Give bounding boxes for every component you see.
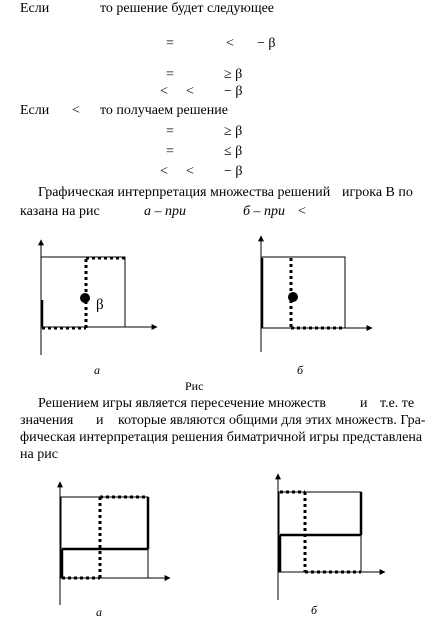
beta-label: β	[96, 297, 104, 313]
paragraph-1-line-1a: Графическая интерпретация множества решений	[38, 185, 331, 200]
paragraph-1-line-2b: а – при	[144, 204, 186, 219]
graph-a-bottom	[60, 482, 170, 605]
formula-4-ge: ≥ β	[224, 124, 243, 139]
formula-6-lt2: <	[186, 164, 194, 179]
paragraph-2-line-1c: т.е. те	[380, 396, 415, 411]
paragraph-2-line-1b: и	[360, 396, 368, 411]
formula-3-lt1: <	[160, 84, 168, 99]
paragraph-1-line-2a: казана на рис	[20, 204, 100, 219]
text-if-2-lt: <	[72, 103, 80, 118]
formula-3-lt2: <	[186, 84, 194, 99]
paragraph-1-line-2c: б – при	[243, 204, 286, 219]
formula-2-ge: ≥ β	[224, 67, 243, 82]
formula-5-le: ≤ β	[224, 144, 243, 159]
graph-b-top	[261, 236, 372, 352]
paragraph-1-line-2d: <	[298, 204, 306, 219]
text-if-2: Если	[20, 103, 50, 118]
equilibrium-point-a	[80, 293, 90, 303]
paragraph-2-line-2b: и	[96, 413, 104, 428]
formula-2-eq: =	[166, 67, 174, 82]
caption-a-2: а	[96, 605, 102, 619]
caption-a-1: а	[94, 363, 100, 377]
caption-b-2: б	[311, 603, 318, 617]
formula-1-rest: − β	[257, 36, 276, 51]
formula-4-eq: =	[166, 124, 174, 139]
text-get-solution: то получаем решение	[100, 103, 228, 118]
caption-b-1: б	[297, 363, 304, 377]
paragraph-2-line-2a: значения	[20, 413, 74, 428]
formula-5-eq: =	[166, 144, 174, 159]
paragraph-2-line-3: фическая интерпретация решения биматричной игры представлена	[20, 430, 423, 445]
figure-caption: Рис	[185, 379, 204, 393]
formula-6-lt1: <	[160, 164, 168, 179]
equilibrium-point-b	[288, 292, 298, 302]
formula-6-rest: − β	[224, 164, 243, 179]
paragraph-2-line-4: на рис	[20, 447, 58, 462]
text-if-1: Если	[20, 1, 50, 16]
formula-1-eq: =	[166, 36, 174, 51]
formula-1-lt: <	[226, 36, 234, 51]
paragraph-1-line-1b: игрока B по	[342, 185, 413, 200]
text-solution-follows: то решение будет следующее	[100, 1, 275, 16]
paragraph-2-line-1a: Решением игры является пересечение множеств	[38, 396, 326, 411]
paragraph-2-line-2c: которые являются общими для этих множеств. Гра-	[118, 413, 426, 428]
graph-b-bottom	[278, 474, 385, 600]
formula-3-rest: − β	[224, 84, 243, 99]
